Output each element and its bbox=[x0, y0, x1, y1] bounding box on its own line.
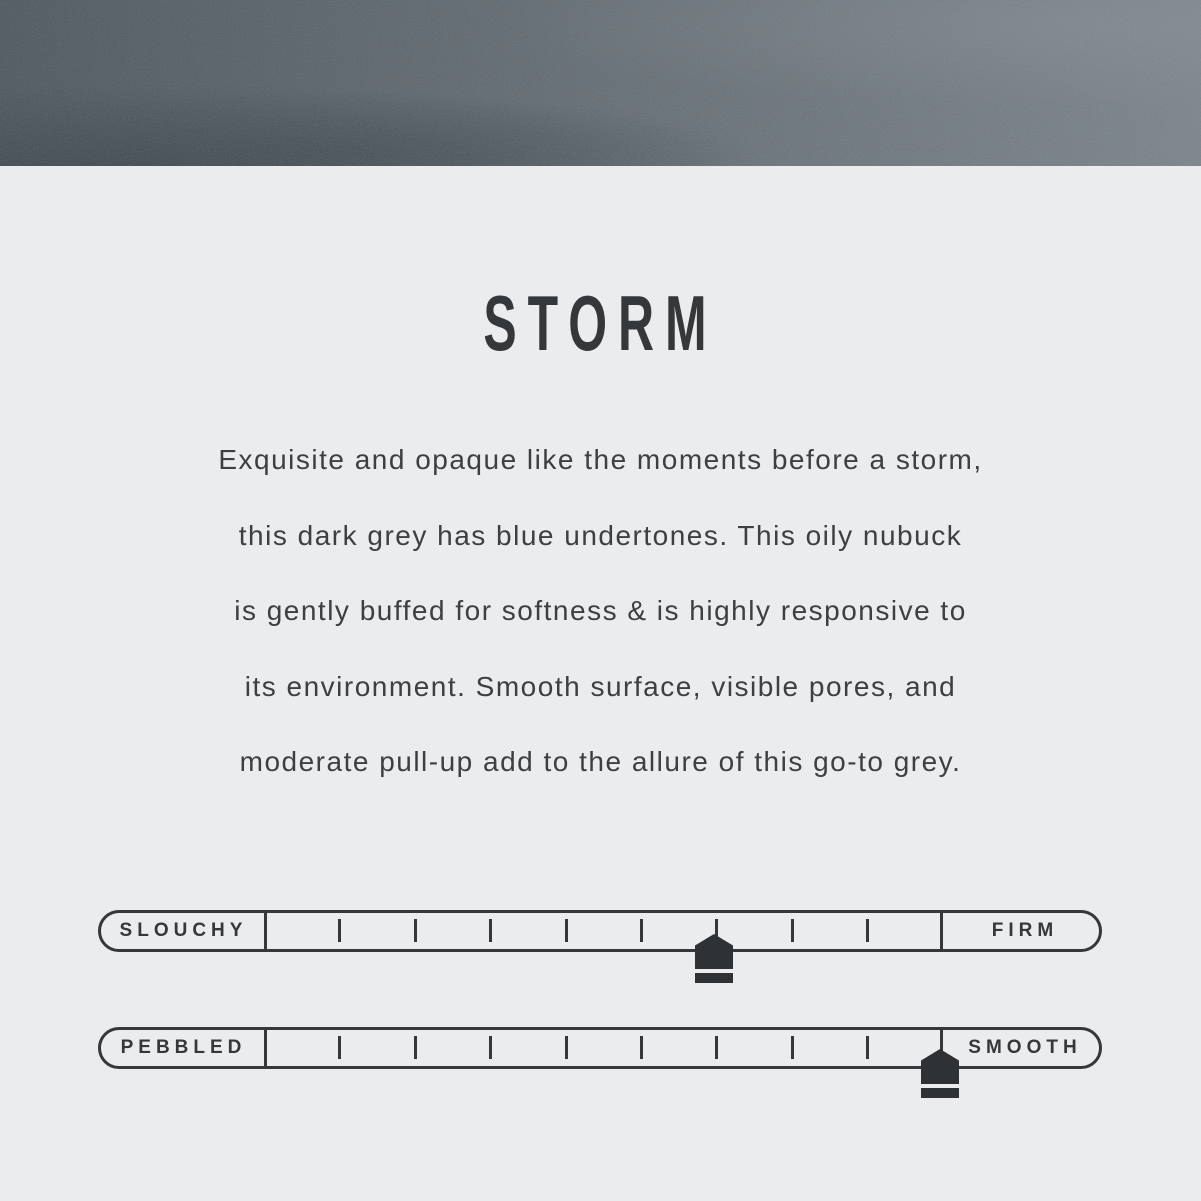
firmness-marker bbox=[695, 934, 733, 983]
firmness-marker-base bbox=[695, 973, 733, 983]
description-line: Exquisite and opaque like the moments before a storm, bbox=[218, 444, 983, 475]
color-name-title: STORM bbox=[483, 279, 718, 367]
firmness-marker-arrow-icon bbox=[695, 934, 733, 969]
tick-mark bbox=[414, 1036, 417, 1059]
description-line: its environment. Smooth surface, visible pores, and bbox=[244, 670, 957, 702]
leather-texture-graphic bbox=[0, 0, 1201, 166]
tick-mark bbox=[715, 1036, 718, 1059]
tick-mark bbox=[565, 919, 568, 942]
texture-marker-arrow-icon bbox=[921, 1049, 959, 1084]
tick-mark bbox=[640, 919, 643, 942]
texture-scale-left-label: PEBBLED bbox=[120, 1037, 247, 1058]
color-description bbox=[100, 422, 1101, 800]
tick-mark bbox=[791, 919, 794, 942]
tick-mark bbox=[338, 919, 341, 942]
tick-mark bbox=[791, 1036, 794, 1059]
texture-marker-base bbox=[921, 1088, 959, 1098]
texture-scale-right-label: SMOOTH bbox=[968, 1037, 1082, 1058]
tick-mark bbox=[489, 1036, 492, 1059]
tick-mark bbox=[489, 919, 492, 942]
firmness-scale bbox=[98, 910, 1102, 952]
description-line: moderate pull-up add to the allure of this go-to grey. bbox=[239, 746, 962, 777]
texture-marker bbox=[921, 1049, 959, 1098]
firmness-scale-right-label: FIRM bbox=[991, 920, 1059, 941]
tick-mark bbox=[866, 919, 869, 942]
texture-scale bbox=[98, 1027, 1102, 1069]
firmness-scale-left-section bbox=[98, 910, 267, 952]
tick-mark bbox=[640, 1036, 643, 1059]
tick-mark bbox=[338, 1036, 341, 1059]
texture-scale-right-section bbox=[940, 1027, 1102, 1069]
firmness-scale-left-label: SLOUCHY bbox=[119, 920, 248, 941]
tick-mark bbox=[565, 1036, 568, 1059]
tick-mark bbox=[414, 919, 417, 942]
firmness-scale-right-section bbox=[940, 910, 1102, 952]
leather-swatch-image bbox=[0, 0, 1201, 166]
texture-scale-left-section bbox=[98, 1027, 267, 1069]
tick-mark bbox=[866, 1036, 869, 1059]
description-line: is gently buffed for softness & is highly responsive to bbox=[234, 595, 967, 626]
description-line: this dark grey has blue undertones. This oily nubuck bbox=[238, 519, 963, 551]
